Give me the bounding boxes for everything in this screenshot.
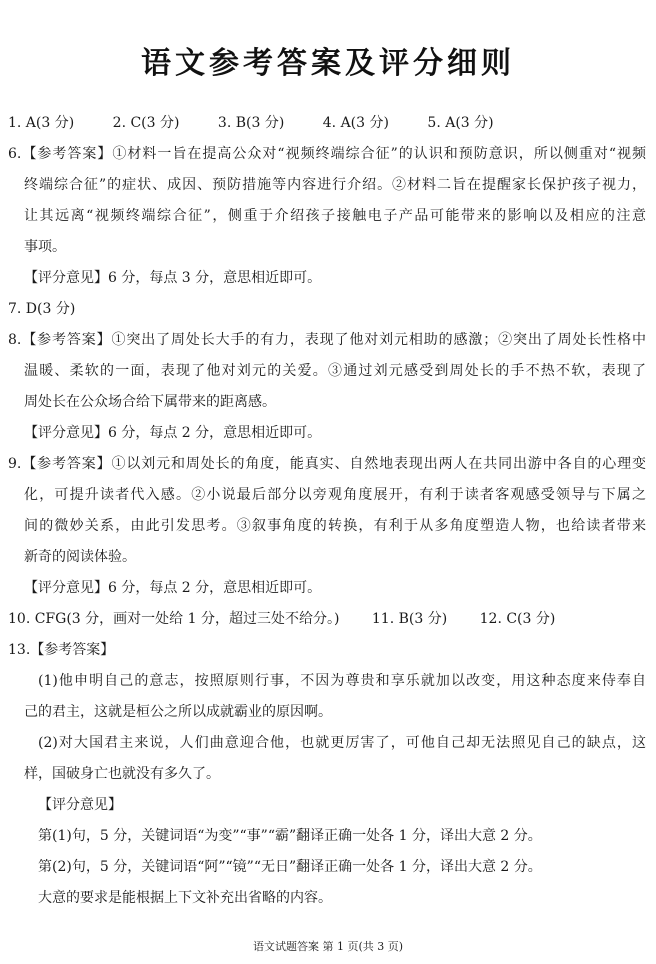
answer-content — [8, 108, 646, 914]
q13-score-header: 【评分意见】 — [38, 797, 122, 813]
q6-line: 让其远离“视频终端综合征”，侧重于介绍孩子接触电子产品可能带来的影响以及相应的注意 — [24, 208, 646, 224]
q9-line: 化，可提升读者代入感。②小说最后部分以旁观角度展开，有利于读者客观感受领导与下属之 — [24, 487, 646, 503]
page-title: 语文参考答案及评分细则 — [141, 46, 515, 81]
answer-1: 1. A(3 分) — [8, 115, 75, 131]
q13-score-3: 大意的要求是能根据上下文补充出省略的内容。 — [38, 890, 332, 906]
q9-line: 新奇的阅读体验。 — [24, 549, 136, 565]
q13-score-1: 第(1)句，5 分，关键词语“为变”“事”“霸”翻译正确一处各 1 分，译出大意 2 分。 — [38, 828, 542, 844]
q8-line: 周处长在公众场合给下属带来的距离感。 — [24, 394, 276, 410]
q13-header: 13.【参考答案】 — [8, 642, 115, 658]
q13-score-2: 第(2)句，5 分，关键词语“阿”“镜”“无日”翻译正确一处各 1 分，译出大意 2 分。 — [38, 859, 542, 875]
answer-12: 12. C(3 分) — [479, 611, 556, 627]
q6-score: 【评分意见】6 分，每点 3 分，意思相近即可。 — [24, 270, 322, 286]
q7-answer: 7. D(3 分) — [8, 301, 76, 317]
answer-2: 2. C(3 分) — [112, 115, 180, 131]
q9-score: 【评分意见】6 分，每点 2 分，意思相近即可。 — [24, 580, 322, 596]
q13-a1-line: 己的君主，这就是桓公之所以成就霸业的原因啊。 — [24, 704, 332, 720]
q9-line: 间的微妙关系，由此引发思考。③叙事角度的转换，有利于从多角度塑造人物，也给读者带来 — [24, 518, 646, 534]
q6-line: 终端综合征”的症状、成因、预防措施等内容进行介绍。②材料二旨在提醒家长保护孩子视力， — [24, 177, 646, 193]
q13-a1-line: (1)他申明自己的意志，按照原则行事，不因为尊贵和享乐就加以改变，用这种态度来侍奉自 — [38, 673, 646, 689]
answer-5: 5. A(3 分) — [427, 115, 494, 131]
page-footer: 语文试题答案 第 1 页(共 3 页) — [252, 940, 404, 953]
q13-a2-line: (2)对大国君主来说，人们曲意迎合他，也就更厉害了，可他自己却无法照见自己的缺点，这 — [38, 735, 646, 751]
answer-10: 10. CFG(3 分，画对一处给 1 分，超过三处不给分。) — [8, 611, 340, 627]
q6-line: 事项。 — [24, 239, 66, 255]
multiple-choice-answers — [8, 108, 646, 139]
q9-line: 9.【参考答案】①以刘元和周处长的角度，能真实、自然地表现出两人在共同出游中各自的心理变 — [8, 456, 646, 472]
q8-line: 温暖、柔软的一面，表现了他对刘元的关爱。③通过刘元感受到周处长的手不热不软，表现了 — [24, 363, 646, 379]
q13-a2-line: 样，国破身亡也就没有多久了。 — [24, 766, 220, 782]
answer-3: 3. B(3 分) — [217, 115, 285, 131]
q10-12-answers — [8, 604, 646, 635]
answer-4: 4. A(3 分) — [322, 115, 389, 131]
q6-line: 6.【参考答案】①材料一旨在提高公众对“视频终端综合征”的认识和预防意识，所以侧重对“视频 — [8, 146, 646, 162]
q8-line: 8.【参考答案】①突出了周处长大手的有力，表现了他对刘元相助的感激；②突出了周处长性格中 — [8, 332, 646, 348]
q8-score: 【评分意见】6 分，每点 2 分，意思相近即可。 — [24, 425, 322, 441]
answer-11: 11. B(3 分) — [371, 611, 448, 627]
